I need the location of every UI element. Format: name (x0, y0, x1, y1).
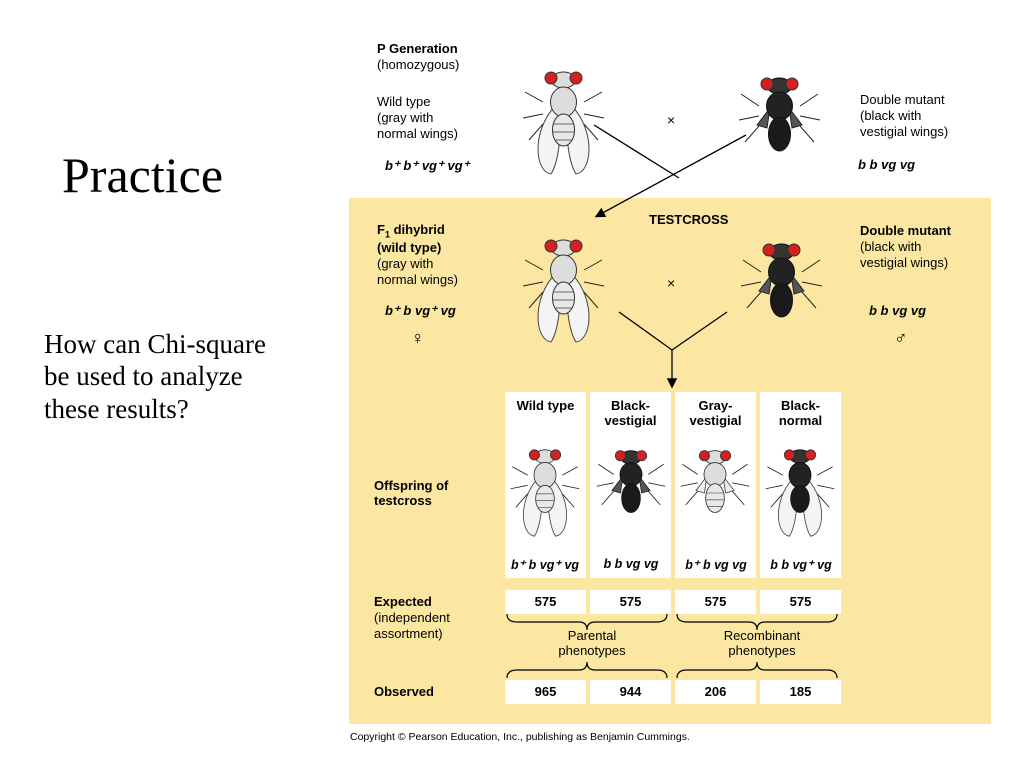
tc-double-mutant-desc-1: (black with (860, 239, 922, 254)
expected-sub-1: (independent (374, 610, 450, 625)
f1-desc-1: (gray with (377, 256, 434, 271)
expected-label: Expected (374, 594, 432, 609)
p-double-mutant-label: Double mutant (860, 92, 945, 107)
p-generation-subheading: (homozygous) (377, 57, 460, 72)
f1-wild-type: (wild type) (377, 240, 442, 255)
offspring-gray-vestigial-fly (679, 440, 751, 524)
slide-title: Practice (62, 147, 224, 203)
p-double-mutant-fly (737, 70, 822, 160)
p-wild-type-desc-1: (gray with (377, 110, 434, 125)
genotype-black-normal: b b vg⁺ vg (770, 558, 832, 572)
expected-gray-vestigial: 575 (675, 590, 756, 614)
tc-double-mutant-fly (739, 236, 824, 326)
observed-black-vestigial: 944 (590, 680, 671, 704)
p-wild-type-fly (521, 62, 606, 177)
observed-black-normal: 185 (760, 680, 841, 704)
offspring-black-normal-fly (764, 440, 836, 540)
column-header-wild-type: Wild type (516, 398, 575, 413)
column-header-black-normal: Black- normal (778, 398, 823, 428)
p-double-mutant-desc-1: (black with (860, 108, 922, 123)
expected-black-vestigial: 575 (590, 590, 671, 614)
expected-black-normal: 575 (760, 590, 841, 614)
genotype-black-vestigial: b b vg vg (603, 557, 659, 571)
column-header-gray-vestigial: Gray- vestigial (689, 398, 742, 428)
offspring-wild-type-fly (509, 440, 581, 540)
expected-wild-type: 575 (505, 590, 586, 614)
offspring-black-vestigial-fly (595, 440, 667, 524)
observed-gray-vestigial: 206 (675, 680, 756, 704)
copyright-notice: Copyright © Pearson Education, Inc., publishing as Benjamin Cummings. (350, 731, 690, 743)
cross-arrows (349, 0, 991, 400)
f1-desc-2: normal wings) (377, 272, 458, 287)
testcross-heading: TESTCROSS (649, 212, 729, 227)
parental-phenotypes-label: Parental phenotypes (558, 628, 626, 658)
testcross-figure (349, 0, 991, 724)
female-symbol: ♀ (411, 328, 425, 348)
column-header-black-vestigial: Black- vestigial (604, 398, 657, 428)
p-cross-symbol: × (667, 112, 676, 128)
f1-genotype: b⁺ b vg⁺ vg (385, 303, 456, 318)
genotype-gray-vestigial: b⁺ b vg vg (685, 558, 747, 572)
f1-heading: $F_1$ dihybrid (377, 222, 445, 240)
offspring-label: Offspring of testcross (374, 478, 449, 508)
slide-question: How can Chi-square be used to analyze these results? (44, 329, 266, 424)
p-double-mutant-desc-2: vestigial wings) (860, 124, 949, 139)
p-generation-heading: P Generation (377, 41, 458, 56)
tc-double-mutant-desc-2: vestigial wings) (860, 255, 949, 270)
male-symbol: ♂ (894, 328, 908, 348)
observed-label: Observed (374, 684, 434, 699)
genotype-wild-type: b⁺ b vg⁺ vg (510, 558, 580, 572)
f1-wild-type-fly (521, 230, 606, 345)
p-wild-type-desc-2: normal wings) (377, 126, 458, 141)
observed-wild-type: 965 (505, 680, 586, 704)
tc-cross-symbol: × (667, 275, 676, 291)
tc-double-mutant-genotype: b b vg vg (869, 303, 927, 318)
p-wild-type-label: Wild type (377, 94, 431, 109)
tc-double-mutant-label: Double mutant (860, 223, 951, 238)
recombinant-phenotypes-label: Recombinant phenotypes (723, 628, 801, 658)
expected-sub-2: assortment) (374, 626, 443, 641)
p-wild-type-genotype: b⁺ b⁺ vg⁺ vg⁺ (385, 158, 470, 173)
p-double-mutant-genotype: b b vg vg (858, 157, 916, 172)
